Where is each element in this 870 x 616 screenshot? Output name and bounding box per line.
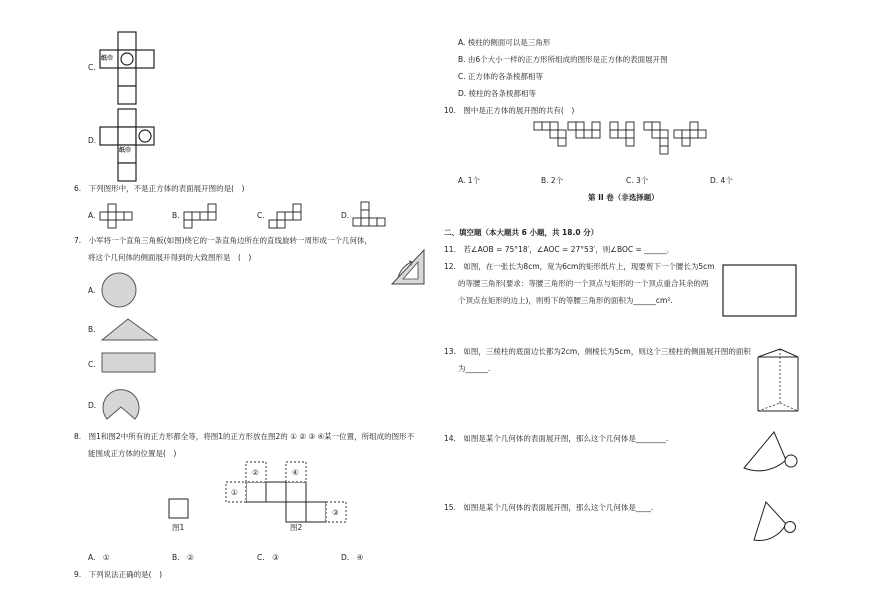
q12-line2: 的等腰三角形(要求：等腰三角形的一个顶点与矩形的一个顶点重合其余的两: [458, 279, 709, 288]
q7-option-a-circle: [101, 272, 139, 310]
q10-nets-figure: [534, 118, 714, 158]
q7-option-b-label: B.: [88, 325, 96, 334]
section2-title: 第 II 卷（非选择题）: [588, 193, 659, 202]
q7-option-a-label: A.: [88, 286, 96, 295]
q9-option-b: B. 由6个大小一样的正方形所组成的图形是正方体的表面展开图: [458, 55, 668, 64]
q7-stem-line2: 将这个几何体的侧面展开得到的大致图形是 ( ): [88, 253, 252, 262]
q8-figure1-square: [168, 498, 190, 520]
q13-line1: 13. 如图，三棱柱的底面边长都为2cm，侧棱长为5cm，则这个三棱柱的侧面展开图的面积: [444, 347, 751, 356]
q7-option-d-sector: [101, 385, 143, 425]
set-square-figure: [390, 248, 426, 286]
q12-rectangle-figure: [722, 264, 798, 318]
q6-option-a-net: [100, 203, 140, 229]
q11-stem: 11. 若∠AOB = 75°18′，∠AOC = 27°53′，则∠BOC = ______．: [444, 245, 675, 254]
q8-option-b: B. ②: [172, 553, 194, 562]
q9-option-a: A. 棱柱的侧面可以是三角形: [458, 38, 551, 47]
q7-option-c-label: C.: [88, 360, 96, 369]
q6-option-d-net: [353, 201, 393, 229]
q9-stem: 9. 下列说法正确的是( ): [74, 570, 163, 579]
q15-cone-net-figure: [750, 500, 802, 544]
q8-mark-1: ①: [231, 488, 238, 497]
q14-stem: 14. 如图是某个几何体的表面展开图，那么这个几何体是________.: [444, 434, 669, 443]
q10-option-a: A. 1个: [458, 176, 481, 185]
q10-option-d: D. 4个: [710, 176, 733, 185]
q5-option-c-label: C.: [88, 63, 96, 72]
q8-mark-3: ③: [332, 508, 339, 517]
q6-option-c-label: C.: [257, 211, 265, 220]
q8-option-d: D. ④: [341, 553, 364, 562]
q5-option-c-net: [100, 30, 160, 110]
q12-line1: 12. 如图，在一张长为8cm，宽为6cm的矩形纸片上，现要剪下一个腰长为5cm: [444, 262, 715, 271]
q6-option-a-label: A.: [88, 211, 96, 220]
q6-option-d-label: D.: [341, 211, 350, 220]
q9-option-d: D. 棱柱的各条棱都相等: [458, 89, 537, 98]
q8-stem-line1: 8. 图1和图2中所有的正方形都全等，将图1的正方形放在图2的 ① ② ③ ④某一位置，所组成的图形不: [74, 432, 415, 441]
q6-stem: 6. 下列图形中，不是正方体的表面展开图的是( ): [74, 184, 245, 193]
q6-option-c-net: [269, 203, 309, 229]
q6-option-b-net: [184, 203, 224, 229]
q8-figure2-caption: 图2: [290, 523, 303, 532]
q10-option-b: B. 2个: [541, 176, 564, 185]
q9-option-c: C. 正方体的各条棱都相等: [458, 72, 544, 81]
q8-option-c: C. ③: [257, 553, 279, 562]
q8-stem-line2: 能围成正方体的位置是( ): [88, 449, 177, 458]
fill-section-header: 二、填空题（本大题共 6 小题，共 18.0 分）: [444, 228, 599, 237]
q14-cone-net-figure: [740, 430, 802, 476]
q7-option-d-label: D.: [88, 401, 97, 410]
q8-mark-2: ②: [252, 468, 259, 477]
q10-option-c: C. 3个: [626, 176, 649, 185]
q6-option-b-label: B.: [172, 211, 180, 220]
napkin-label-d: 纸巾: [119, 147, 132, 154]
q12-line3: 个顶点在矩形的边上)，则剪下的等腰三角形的面积为______cm².: [458, 296, 673, 305]
q15-stem: 15. 如图是某个几何体的表面展开图，那么这个几何体是____.: [444, 503, 654, 512]
q8-figure1-caption: 图1: [172, 523, 185, 532]
napkin-label-c: 纸巾: [101, 55, 114, 62]
q8-option-a: A. ①: [88, 553, 110, 562]
q13-triangular-prism-figure: [756, 347, 802, 415]
q10-stem: 10. 图中是正方体的展开图的共有( ): [444, 106, 575, 115]
q7-stem-line1: 7. 小军将一个直角三角板(如图)绕它的一条直角边所在的直线旋转一周形成一个几何体，: [74, 236, 373, 245]
q7-option-b-triangle: [101, 318, 161, 342]
q13-line2: 为______.: [458, 364, 491, 373]
q5-option-d-label: D.: [88, 136, 97, 145]
q7-option-c-rectangle: [101, 352, 157, 374]
q8-mark-4: ④: [292, 468, 299, 477]
